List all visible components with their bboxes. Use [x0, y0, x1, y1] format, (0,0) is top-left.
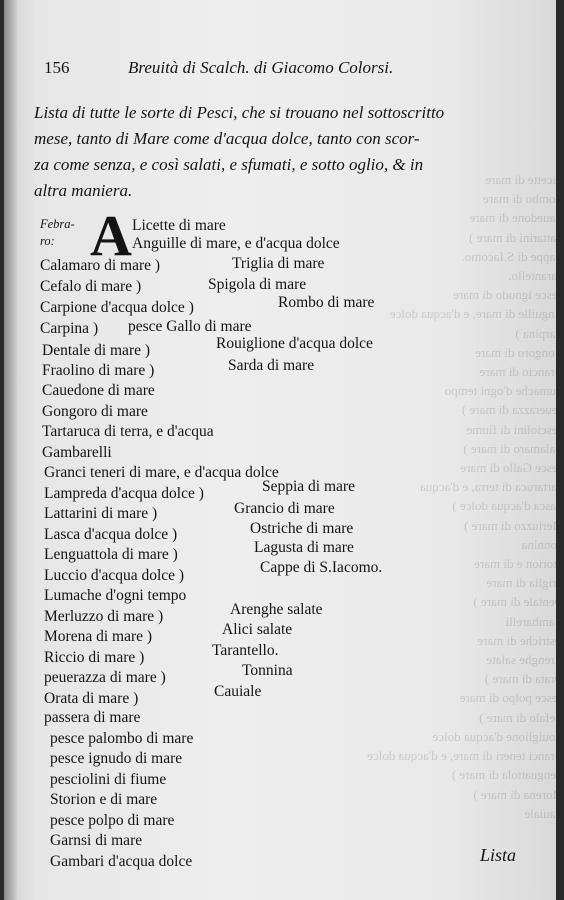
fish-entry: pesciolini di fiume — [50, 771, 167, 788]
fish-entry: Cauedone di mare — [42, 382, 155, 399]
fish-entry: pesce Gallo di mare — [128, 318, 252, 335]
intro-paragraph — [34, 100, 514, 204]
drop-cap: A — [90, 203, 132, 268]
fish-entry: Lattarini di mare ) — [44, 505, 158, 522]
fish-entry: Lampreda d'acqua dolce ) — [44, 485, 204, 502]
intro-line: mese, tanto di Mare come d'acqua dolce, tanto con scor- — [34, 129, 420, 148]
fish-entry: Tartaruca di terra, e d'acqua — [42, 423, 214, 440]
fish-entry: Seppia di mare — [262, 478, 355, 495]
fish-entry: Cauiale — [214, 683, 262, 700]
fish-entry: Arenghe salate — [230, 601, 323, 618]
fish-entry: Lenguattola di mare ) — [44, 546, 178, 563]
fish-entry: Sarda di mare — [228, 357, 315, 374]
running-title: Breuità di Scalch. di Giacomo Colorsi. — [128, 58, 394, 77]
fish-entry: Spigola di mare — [208, 276, 307, 293]
fish-entry: Dentale di mare ) — [42, 342, 151, 359]
fish-entry: Ostriche di mare — [250, 520, 354, 537]
fish-entry: Rouiglione d'acqua dolce — [216, 335, 373, 352]
fish-entry: pesce polpo di mare — [50, 812, 175, 829]
fish-entry: Carpione d'acqua dolce ) — [40, 299, 194, 316]
intro-line: Lista di tutte le sorte di Pesci, che si trouano nel sottoscritto — [34, 103, 445, 122]
fish-entry: Luccio d'acqua dolce ) — [44, 567, 185, 584]
fish-entry: Anguille di mare, e d'acqua dolce — [132, 235, 340, 252]
book-page — [4, 0, 564, 900]
show-through-text: Licette di mare Rombo di mare Cauedone di mare Lattarini di mare ) Cappe di S.Iacomo. Tarantello. pesce ignudo di mare Anguille di mare, e d'acqua dolce Carpina ) Gongoro di mare Grancio di mare Lumache d'ogni tempo peuerazza di mare ) pesciolini di fiume Calamaro di mare ) pesce Gallo di mare Tartaruca di terra, e d'acqua Lasca d'acqua dolce ) Merluzzo di mare ) Tonnina Storion e di mare Triglia di mare Dentale di mare ) Gambarelli Ostriche di mare Arenghe salate Orata di mare ) pesce polpo di mare Cefalo di mare ) Rouiglione d'acqua dolce Granci teneri di mare, e d'acqua dolce Lenguattola di mare ) Morena di mare ) Cauiale — [367, 172, 564, 821]
fish-entry: Gambari d'acqua dolce — [50, 853, 193, 870]
catchword: Lista — [479, 845, 516, 865]
fish-entry: Granci teneri di mare, e d'acqua dolce — [44, 464, 279, 481]
fish-entry: Cefalo di mare ) — [40, 278, 142, 295]
fish-entry: Tonnina — [242, 662, 293, 679]
fish-entry: Grancio di mare — [234, 500, 335, 517]
fish-entry: Merluzzo di mare ) — [44, 608, 164, 625]
fish-entry: passera di mare — [44, 709, 141, 726]
fish-entry: Lagusta di mare — [254, 539, 354, 556]
fish-entry: Orata di mare ) — [44, 690, 139, 707]
page-gutter-shadow — [4, 0, 18, 900]
fish-entry: Licette di mare — [132, 217, 226, 234]
intro-line: altra maniera. — [34, 181, 133, 200]
month-label — [40, 216, 75, 250]
month-label-line: Febra- — [40, 217, 75, 231]
intro-line: za come senza, e così salati, e sfumati, e sotto oglio, & in — [34, 155, 424, 174]
fish-entry: Rombo di mare — [278, 294, 375, 311]
fish-entry: Gongoro di mare — [42, 403, 148, 420]
fish-entry: Calamaro di mare ) — [40, 257, 161, 274]
fish-entry: Lumache d'ogni tempo — [44, 587, 187, 604]
fish-entry: pesce ignudo di mare — [50, 750, 183, 767]
fish-entry: Gambarelli — [42, 444, 112, 461]
fish-entry: peuerazza di mare ) — [44, 669, 166, 686]
fish-entry: Fraolino di mare ) — [42, 362, 155, 379]
fish-entry: Lasca d'acqua dolce ) — [44, 526, 178, 543]
fish-entry: Storion e di mare — [50, 791, 158, 808]
fish-entry: Morena di mare ) — [44, 628, 153, 645]
fish-entry: Riccio di mare ) — [44, 649, 145, 666]
fish-entry: Cappe di S.Iacomo. — [260, 559, 383, 576]
fish-entry: Tarantello. — [212, 642, 279, 659]
fish-entry: Carpina ) — [40, 320, 99, 337]
running-header — [40, 58, 536, 84]
page-number: 156 — [44, 58, 70, 77]
fish-entry: Alici salate — [222, 621, 293, 638]
fish-entry: Garnsi di mare — [50, 832, 143, 849]
month-label-line: ro: — [40, 234, 55, 248]
fish-entry: Triglia di mare — [232, 255, 325, 272]
fish-entry: pesce palombo di mare — [50, 730, 194, 747]
